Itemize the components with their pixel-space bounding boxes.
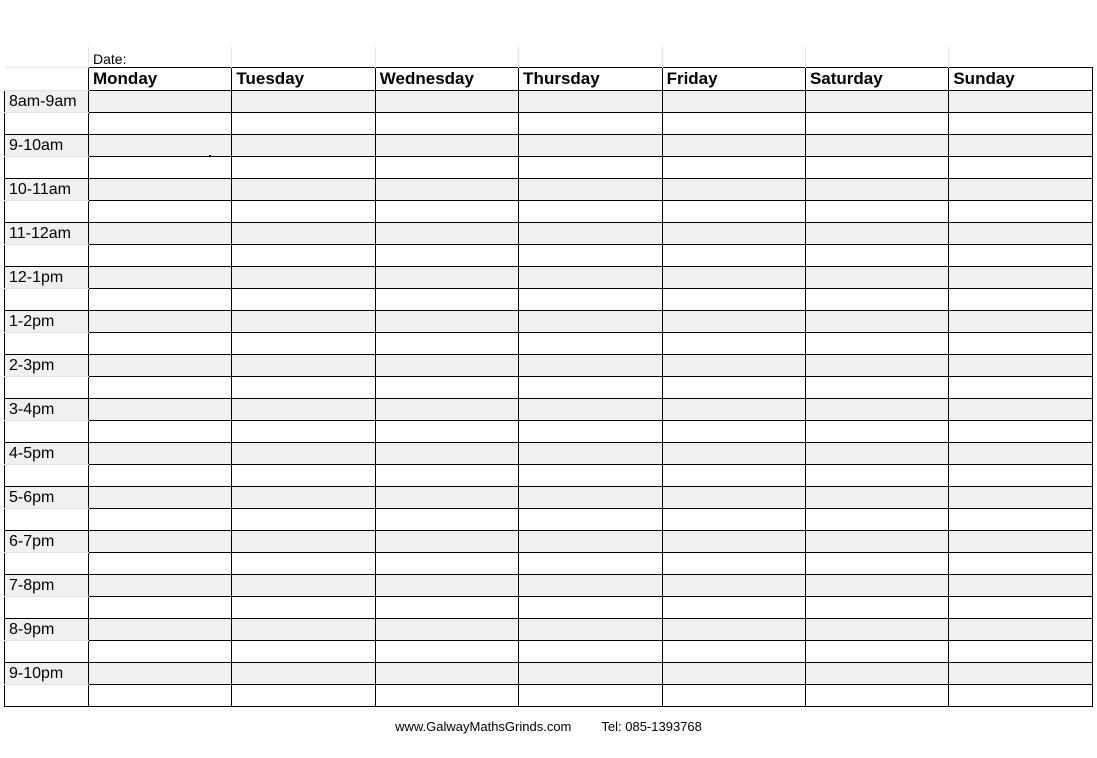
schedule-cell[interactable] bbox=[805, 465, 948, 487]
schedule-cell[interactable] bbox=[232, 113, 375, 135]
time-slot-spacer bbox=[5, 597, 89, 619]
time-slot-spacer bbox=[5, 245, 89, 267]
schedule-cell[interactable] bbox=[89, 619, 232, 641]
time-slot-row bbox=[5, 355, 1093, 377]
schedule-cell[interactable] bbox=[805, 157, 948, 179]
time-slot-label: 1-2pm bbox=[5, 311, 89, 333]
schedule-cell[interactable] bbox=[519, 333, 662, 355]
day-header-wednesday: Wednesday bbox=[375, 68, 518, 91]
schedule-cell[interactable] bbox=[949, 355, 1092, 377]
schedule-cell[interactable] bbox=[949, 597, 1092, 619]
schedule-cell[interactable] bbox=[949, 575, 1092, 597]
schedule-cell[interactable] bbox=[519, 619, 662, 641]
time-slot-subrow bbox=[5, 465, 1093, 487]
schedule-cell[interactable] bbox=[662, 465, 805, 487]
schedule-cell[interactable] bbox=[662, 443, 805, 465]
schedule-cell[interactable] bbox=[519, 311, 662, 333]
schedule-cell[interactable] bbox=[662, 201, 805, 223]
schedule-cell[interactable] bbox=[232, 201, 375, 223]
schedule-cell[interactable] bbox=[662, 267, 805, 289]
schedule-cell[interactable] bbox=[232, 531, 375, 553]
schedule-cell[interactable] bbox=[949, 641, 1092, 663]
schedule-cell[interactable] bbox=[519, 487, 662, 509]
schedule-cell[interactable] bbox=[519, 355, 662, 377]
schedule-cell[interactable] bbox=[949, 553, 1092, 575]
schedule-cell[interactable] bbox=[89, 421, 232, 443]
schedule-cell[interactable] bbox=[89, 663, 232, 685]
schedule-cell[interactable] bbox=[375, 157, 518, 179]
schedule-cell[interactable] bbox=[662, 311, 805, 333]
schedule-cell[interactable] bbox=[89, 641, 232, 663]
schedule-cell[interactable] bbox=[805, 179, 948, 201]
schedule-cell[interactable] bbox=[662, 487, 805, 509]
schedule-cell[interactable] bbox=[89, 91, 232, 113]
schedule-cell[interactable] bbox=[375, 113, 518, 135]
schedule-cell[interactable] bbox=[375, 377, 518, 399]
day-header-thursday: Thursday bbox=[519, 68, 662, 91]
schedule-cell[interactable] bbox=[89, 553, 232, 575]
schedule-cell[interactable] bbox=[232, 267, 375, 289]
time-slot-spacer bbox=[5, 509, 89, 531]
schedule-cell[interactable] bbox=[805, 421, 948, 443]
schedule-cell[interactable] bbox=[949, 619, 1092, 641]
schedule-cell[interactable] bbox=[949, 509, 1092, 531]
schedule-cell[interactable] bbox=[805, 333, 948, 355]
schedule-cell[interactable] bbox=[232, 443, 375, 465]
schedule-cell[interactable] bbox=[662, 355, 805, 377]
schedule-cell[interactable] bbox=[89, 113, 232, 135]
schedule-cell[interactable] bbox=[949, 377, 1092, 399]
schedule-cell[interactable] bbox=[949, 311, 1092, 333]
footer-website: www.GalwayMathsGrinds.com bbox=[395, 719, 572, 734]
time-slot-spacer bbox=[5, 465, 89, 487]
time-slot-row bbox=[5, 311, 1093, 333]
schedule-cell[interactable] bbox=[375, 179, 518, 201]
time-slot-spacer bbox=[5, 421, 89, 443]
schedule-cell[interactable] bbox=[232, 311, 375, 333]
schedule-cell[interactable] bbox=[519, 399, 662, 421]
schedule-cell[interactable] bbox=[89, 509, 232, 531]
schedule-cell[interactable] bbox=[232, 333, 375, 355]
schedule-cell[interactable] bbox=[662, 399, 805, 421]
schedule-cell[interactable] bbox=[805, 91, 948, 113]
time-slot-row bbox=[5, 267, 1093, 289]
schedule-cell[interactable] bbox=[949, 465, 1092, 487]
schedule-cell[interactable] bbox=[89, 201, 232, 223]
schedule-cell[interactable] bbox=[232, 399, 375, 421]
time-slot-row bbox=[5, 487, 1093, 509]
schedule-cell[interactable] bbox=[519, 179, 662, 201]
schedule-cell[interactable] bbox=[949, 91, 1092, 113]
schedule-cell[interactable] bbox=[662, 135, 805, 157]
time-slot-subrow bbox=[5, 509, 1093, 531]
schedule-cell[interactable] bbox=[805, 487, 948, 509]
schedule-cell[interactable] bbox=[805, 135, 948, 157]
time-slot-label: 8-9pm bbox=[5, 619, 89, 641]
time-slot-subrow bbox=[5, 157, 1093, 179]
date-row bbox=[5, 47, 1093, 68]
time-slot-row bbox=[5, 443, 1093, 465]
time-slot-subrow bbox=[5, 597, 1093, 619]
footer-phone: Tel: 085-1393768 bbox=[601, 719, 702, 734]
schedule-cell[interactable] bbox=[89, 267, 232, 289]
schedule-cell[interactable] bbox=[662, 333, 805, 355]
schedule-cell[interactable] bbox=[519, 663, 662, 685]
time-slot-row bbox=[5, 399, 1093, 421]
schedule-cell[interactable] bbox=[805, 685, 948, 707]
time-slot-spacer bbox=[5, 113, 89, 135]
date-blank-cell[interactable] bbox=[375, 47, 518, 68]
time-slot-row bbox=[5, 575, 1093, 597]
schedule-cell[interactable] bbox=[232, 289, 375, 311]
date-label: Date: bbox=[89, 47, 232, 68]
schedule-cell[interactable] bbox=[89, 597, 232, 619]
schedule-cell[interactable] bbox=[232, 157, 375, 179]
schedule-cell[interactable] bbox=[375, 223, 518, 245]
date-blank-cell[interactable] bbox=[805, 47, 948, 68]
schedule-cell[interactable] bbox=[949, 201, 1092, 223]
schedule-cell[interactable] bbox=[375, 311, 518, 333]
time-slot-spacer bbox=[5, 553, 89, 575]
schedule-cell[interactable] bbox=[805, 223, 948, 245]
schedule-cell[interactable] bbox=[519, 509, 662, 531]
date-blank-cell[interactable] bbox=[519, 47, 662, 68]
schedule-cell[interactable] bbox=[375, 421, 518, 443]
schedule-cell[interactable] bbox=[662, 663, 805, 685]
time-slot-row bbox=[5, 619, 1093, 641]
time-slot-row bbox=[5, 179, 1093, 201]
time-slot-row bbox=[5, 223, 1093, 245]
schedule-cell[interactable] bbox=[805, 355, 948, 377]
schedule-cell[interactable] bbox=[375, 201, 518, 223]
day-header-row bbox=[5, 68, 1093, 91]
date-blank-cell[interactable] bbox=[232, 47, 375, 68]
time-slot-spacer bbox=[5, 289, 89, 311]
schedule-cell[interactable] bbox=[232, 553, 375, 575]
schedule-cell[interactable] bbox=[375, 465, 518, 487]
time-slot-subrow bbox=[5, 553, 1093, 575]
schedule-cell[interactable] bbox=[662, 179, 805, 201]
schedule-cell[interactable] bbox=[375, 267, 518, 289]
schedule-cell[interactable] bbox=[662, 289, 805, 311]
schedule-cell[interactable] bbox=[805, 245, 948, 267]
schedule-cell[interactable] bbox=[89, 465, 232, 487]
schedule-cell[interactable] bbox=[375, 135, 518, 157]
schedule-cell[interactable] bbox=[89, 355, 232, 377]
schedule-cell[interactable] bbox=[89, 223, 232, 245]
day-header-saturday: Saturday bbox=[805, 68, 948, 91]
schedule-cell[interactable] bbox=[375, 399, 518, 421]
schedule-cell[interactable] bbox=[89, 399, 232, 421]
day-header-tuesday: Tuesday bbox=[232, 68, 375, 91]
schedule-cell[interactable] bbox=[805, 311, 948, 333]
schedule-cell[interactable] bbox=[519, 223, 662, 245]
schedule-cell[interactable] bbox=[375, 575, 518, 597]
schedule-cell[interactable] bbox=[519, 201, 662, 223]
schedule-cell[interactable] bbox=[89, 179, 232, 201]
time-slot-spacer bbox=[5, 333, 89, 355]
time-slot-spacer bbox=[5, 685, 89, 707]
schedule-cell[interactable] bbox=[232, 575, 375, 597]
schedule-cell[interactable] bbox=[805, 619, 948, 641]
schedule-cell[interactable] bbox=[89, 377, 232, 399]
schedule-cell[interactable] bbox=[519, 377, 662, 399]
schedule-cell[interactable] bbox=[375, 663, 518, 685]
schedule-cell[interactable] bbox=[519, 135, 662, 157]
schedule-cell[interactable] bbox=[232, 377, 375, 399]
schedule-cell[interactable] bbox=[232, 179, 375, 201]
schedule-cell[interactable] bbox=[662, 509, 805, 531]
schedule-cell[interactable] bbox=[662, 619, 805, 641]
corner-cell bbox=[5, 47, 89, 68]
schedule-cell[interactable] bbox=[519, 113, 662, 135]
time-slot-row bbox=[5, 663, 1093, 685]
schedule-cell[interactable] bbox=[949, 487, 1092, 509]
schedule-cell[interactable] bbox=[662, 531, 805, 553]
time-slot-row bbox=[5, 91, 1093, 113]
schedule-cell[interactable] bbox=[949, 685, 1092, 707]
schedule-cell[interactable] bbox=[805, 113, 948, 135]
schedule-cell[interactable] bbox=[805, 597, 948, 619]
schedule-cell[interactable] bbox=[375, 553, 518, 575]
schedule-cell[interactable] bbox=[662, 575, 805, 597]
schedule-cell[interactable] bbox=[89, 443, 232, 465]
schedule-cell[interactable] bbox=[375, 355, 518, 377]
schedule-cell[interactable] bbox=[519, 641, 662, 663]
day-header-friday: Friday bbox=[662, 68, 805, 91]
time-slot-subrow bbox=[5, 377, 1093, 399]
schedule-cell[interactable] bbox=[519, 245, 662, 267]
time-slot-spacer bbox=[5, 157, 89, 179]
time-slot-subrow bbox=[5, 421, 1093, 443]
schedule-cell[interactable] bbox=[805, 553, 948, 575]
schedule-cell[interactable] bbox=[519, 531, 662, 553]
schedule-cell[interactable] bbox=[375, 245, 518, 267]
schedule-cell[interactable] bbox=[662, 421, 805, 443]
schedule-cell[interactable] bbox=[949, 135, 1092, 157]
schedule-cell[interactable] bbox=[949, 223, 1092, 245]
schedule-cell[interactable] bbox=[232, 641, 375, 663]
schedule-cell[interactable] bbox=[949, 421, 1092, 443]
schedule-cell[interactable] bbox=[375, 619, 518, 641]
schedule-cell[interactable] bbox=[949, 245, 1092, 267]
schedule-cell[interactable] bbox=[805, 575, 948, 597]
schedule-cell[interactable] bbox=[949, 663, 1092, 685]
schedule-cell[interactable] bbox=[519, 685, 662, 707]
time-slot-subrow bbox=[5, 201, 1093, 223]
schedule-cell[interactable] bbox=[805, 531, 948, 553]
time-slot-label: 9-10pm bbox=[5, 663, 89, 685]
schedule-cell[interactable] bbox=[805, 641, 948, 663]
schedule-cell[interactable] bbox=[89, 487, 232, 509]
schedule-cell[interactable] bbox=[805, 399, 948, 421]
schedule-cell[interactable] bbox=[89, 245, 232, 267]
schedule-cell[interactable] bbox=[805, 509, 948, 531]
schedule-cell[interactable] bbox=[375, 641, 518, 663]
schedule-cell[interactable] bbox=[519, 465, 662, 487]
schedule-cell[interactable] bbox=[519, 421, 662, 443]
schedule-cell[interactable] bbox=[375, 509, 518, 531]
time-slot-spacer bbox=[5, 377, 89, 399]
time-slot-row bbox=[5, 135, 1093, 157]
time-slot-label: 2-3pm bbox=[5, 355, 89, 377]
time-slot-label: 11-12am bbox=[5, 223, 89, 245]
schedule-cell[interactable] bbox=[662, 597, 805, 619]
schedule-cell[interactable] bbox=[375, 685, 518, 707]
schedule-cell[interactable] bbox=[232, 355, 375, 377]
schedule-cell[interactable] bbox=[89, 333, 232, 355]
date-blank-cell[interactable] bbox=[662, 47, 805, 68]
schedule-cell[interactable] bbox=[232, 509, 375, 531]
time-slot-label: 7-8pm bbox=[5, 575, 89, 597]
schedule-cell[interactable] bbox=[89, 135, 232, 157]
schedule-cell[interactable] bbox=[375, 333, 518, 355]
schedule-cell[interactable] bbox=[662, 377, 805, 399]
schedule-cell[interactable] bbox=[232, 597, 375, 619]
schedule-cell[interactable] bbox=[232, 223, 375, 245]
schedule-cell[interactable] bbox=[662, 553, 805, 575]
schedule-cell[interactable] bbox=[519, 267, 662, 289]
header-corner-cell bbox=[5, 68, 89, 91]
schedule-cell[interactable] bbox=[232, 421, 375, 443]
schedule-cell[interactable] bbox=[232, 245, 375, 267]
schedule-cell[interactable] bbox=[89, 685, 232, 707]
schedule-cell[interactable] bbox=[949, 157, 1092, 179]
schedule-cell[interactable] bbox=[89, 575, 232, 597]
schedule-cell[interactable] bbox=[232, 135, 375, 157]
schedule-cell[interactable] bbox=[949, 267, 1092, 289]
schedule-cell[interactable] bbox=[375, 531, 518, 553]
schedule-cell[interactable] bbox=[662, 641, 805, 663]
schedule-cell[interactable] bbox=[519, 597, 662, 619]
time-slot-label: 3-4pm bbox=[5, 399, 89, 421]
schedule-cell[interactable] bbox=[662, 113, 805, 135]
time-slot-subrow bbox=[5, 641, 1093, 663]
schedule-cell[interactable] bbox=[375, 443, 518, 465]
schedule-cell[interactable] bbox=[949, 179, 1092, 201]
time-slot-subrow bbox=[5, 333, 1093, 355]
schedule-cell[interactable] bbox=[375, 289, 518, 311]
schedule-cell[interactable] bbox=[89, 311, 232, 333]
schedule-cell[interactable] bbox=[662, 245, 805, 267]
time-slot-subrow bbox=[5, 113, 1093, 135]
schedule-cell[interactable] bbox=[805, 289, 948, 311]
day-header-monday: Monday bbox=[89, 68, 232, 91]
schedule-cell[interactable] bbox=[519, 157, 662, 179]
schedule-cell[interactable] bbox=[805, 663, 948, 685]
time-slot-label: 9-10am bbox=[5, 135, 89, 157]
time-slot-label: 5-6pm bbox=[5, 487, 89, 509]
schedule-cell[interactable] bbox=[949, 333, 1092, 355]
schedule-cell[interactable] bbox=[232, 619, 375, 641]
footer bbox=[0, 719, 1097, 734]
schedule-cell[interactable] bbox=[949, 113, 1092, 135]
time-slot-label: 4-5pm bbox=[5, 443, 89, 465]
schedule-cell[interactable] bbox=[232, 487, 375, 509]
time-slot-label: 6-7pm bbox=[5, 531, 89, 553]
time-slot-subrow bbox=[5, 685, 1093, 707]
schedule-cell[interactable] bbox=[232, 663, 375, 685]
date-blank-cell[interactable] bbox=[949, 47, 1092, 68]
schedule-cell[interactable] bbox=[805, 443, 948, 465]
schedule-cell[interactable] bbox=[375, 597, 518, 619]
timetable-grid bbox=[4, 47, 1093, 707]
schedule-cell[interactable] bbox=[949, 531, 1092, 553]
schedule-cell[interactable] bbox=[949, 289, 1092, 311]
schedule-cell[interactable] bbox=[89, 157, 232, 179]
timetable-sheet bbox=[4, 47, 1092, 707]
schedule-cell[interactable] bbox=[805, 377, 948, 399]
schedule-cell[interactable] bbox=[805, 267, 948, 289]
schedule-cell[interactable] bbox=[519, 443, 662, 465]
schedule-cell[interactable] bbox=[89, 531, 232, 553]
schedule-cell[interactable] bbox=[949, 443, 1092, 465]
day-header-sunday: Sunday bbox=[949, 68, 1092, 91]
schedule-cell[interactable] bbox=[375, 487, 518, 509]
time-slot-subrow bbox=[5, 245, 1093, 267]
time-slot-label: 12-1pm bbox=[5, 267, 89, 289]
schedule-cell[interactable] bbox=[662, 223, 805, 245]
time-slot-label: 10-11am bbox=[5, 179, 89, 201]
schedule-cell[interactable] bbox=[519, 289, 662, 311]
schedule-cell[interactable] bbox=[519, 91, 662, 113]
schedule-cell[interactable] bbox=[662, 91, 805, 113]
schedule-cell[interactable] bbox=[89, 289, 232, 311]
schedule-cell[interactable] bbox=[232, 91, 375, 113]
stray-dot bbox=[209, 155, 211, 157]
time-slot-row bbox=[5, 531, 1093, 553]
schedule-cell[interactable] bbox=[662, 157, 805, 179]
schedule-cell[interactable] bbox=[232, 465, 375, 487]
schedule-cell[interactable] bbox=[519, 553, 662, 575]
schedule-cell[interactable] bbox=[375, 91, 518, 113]
schedule-cell[interactable] bbox=[232, 685, 375, 707]
schedule-cell[interactable] bbox=[805, 201, 948, 223]
time-slot-subrow bbox=[5, 289, 1093, 311]
schedule-cell[interactable] bbox=[949, 399, 1092, 421]
schedule-cell[interactable] bbox=[519, 575, 662, 597]
time-slot-spacer bbox=[5, 201, 89, 223]
schedule-cell[interactable] bbox=[662, 685, 805, 707]
time-slot-spacer bbox=[5, 641, 89, 663]
time-slot-label: 8am-9am bbox=[5, 91, 89, 113]
